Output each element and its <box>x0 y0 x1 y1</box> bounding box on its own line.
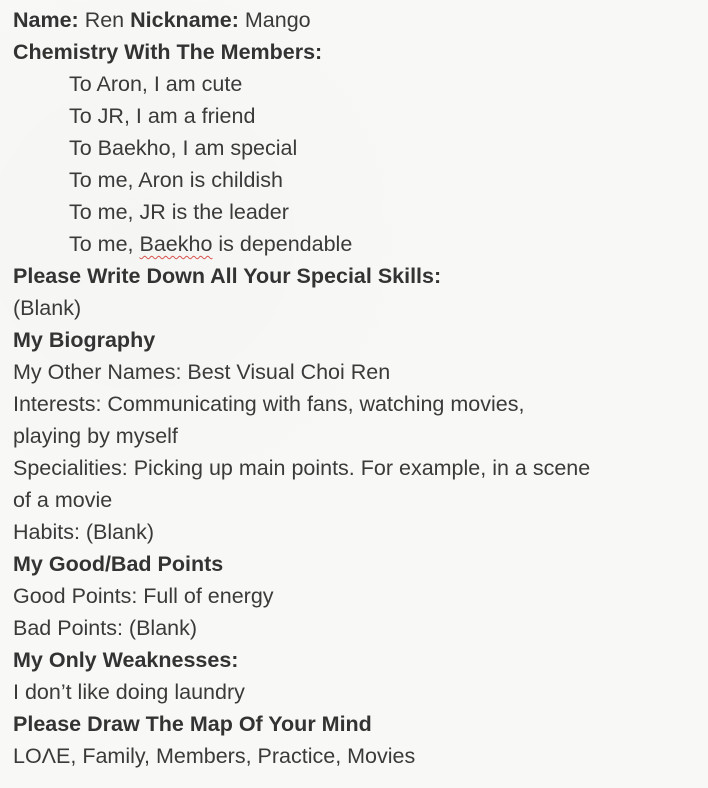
bad-points-line: Bad Points: (Blank) <box>13 616 198 640</box>
weaknesses-heading: My Only Weaknesses: <box>13 648 239 672</box>
chemistry-heading: Chemistry With The Members: <box>13 40 323 64</box>
nickname-label: Nickname: <box>130 8 239 32</box>
nickname-value: Mango <box>244 8 311 32</box>
specialities-line-cont: of a movie <box>13 488 113 512</box>
other-names-line: My Other Names: Best Visual Choi Ren <box>13 360 391 384</box>
biography-heading: My Biography <box>13 328 156 352</box>
mind-map-value: LOΛE, Family, Members, Practice, Movies <box>13 744 416 768</box>
name-line <box>13 4 708 36</box>
interests-line-cont: playing by myself <box>13 424 178 448</box>
chemistry-line: To JR, I am a friend <box>69 104 256 128</box>
chemistry-line: To Aron, I am cute <box>69 72 243 96</box>
good-points-line: Good Points: Full of energy <box>13 584 274 608</box>
chemistry-line: To Baekho, I am special <box>69 136 298 160</box>
chemistry-line: To me, Aron is childish <box>69 168 283 192</box>
chemistry-line-last <box>13 228 708 260</box>
name-value: Ren <box>84 8 125 32</box>
habits-line: Habits: (Blank) <box>13 520 154 544</box>
chemistry-line: To me, JR is the leader <box>69 200 289 224</box>
chemistry-last-prefix: To me, <box>69 232 140 256</box>
skills-value: (Blank) <box>13 296 82 320</box>
skills-heading: Please Write Down All Your Special Skills: <box>13 264 442 288</box>
specialities-line: Specialities: Picking up main points. For example, in a scene <box>13 456 591 480</box>
interests-line: Interests: Communicating with fans, watching movies, <box>13 392 525 416</box>
misspelled-word[interactable]: Baekho <box>139 232 213 256</box>
weaknesses-value: I don’t like doing laundry <box>13 680 245 704</box>
mind-map-heading: Please Draw The Map Of Your Mind <box>13 712 372 736</box>
points-heading: My Good/Bad Points <box>13 552 224 576</box>
name-label: Name: <box>13 8 79 32</box>
chemistry-last-suffix: is dependable <box>212 232 353 256</box>
